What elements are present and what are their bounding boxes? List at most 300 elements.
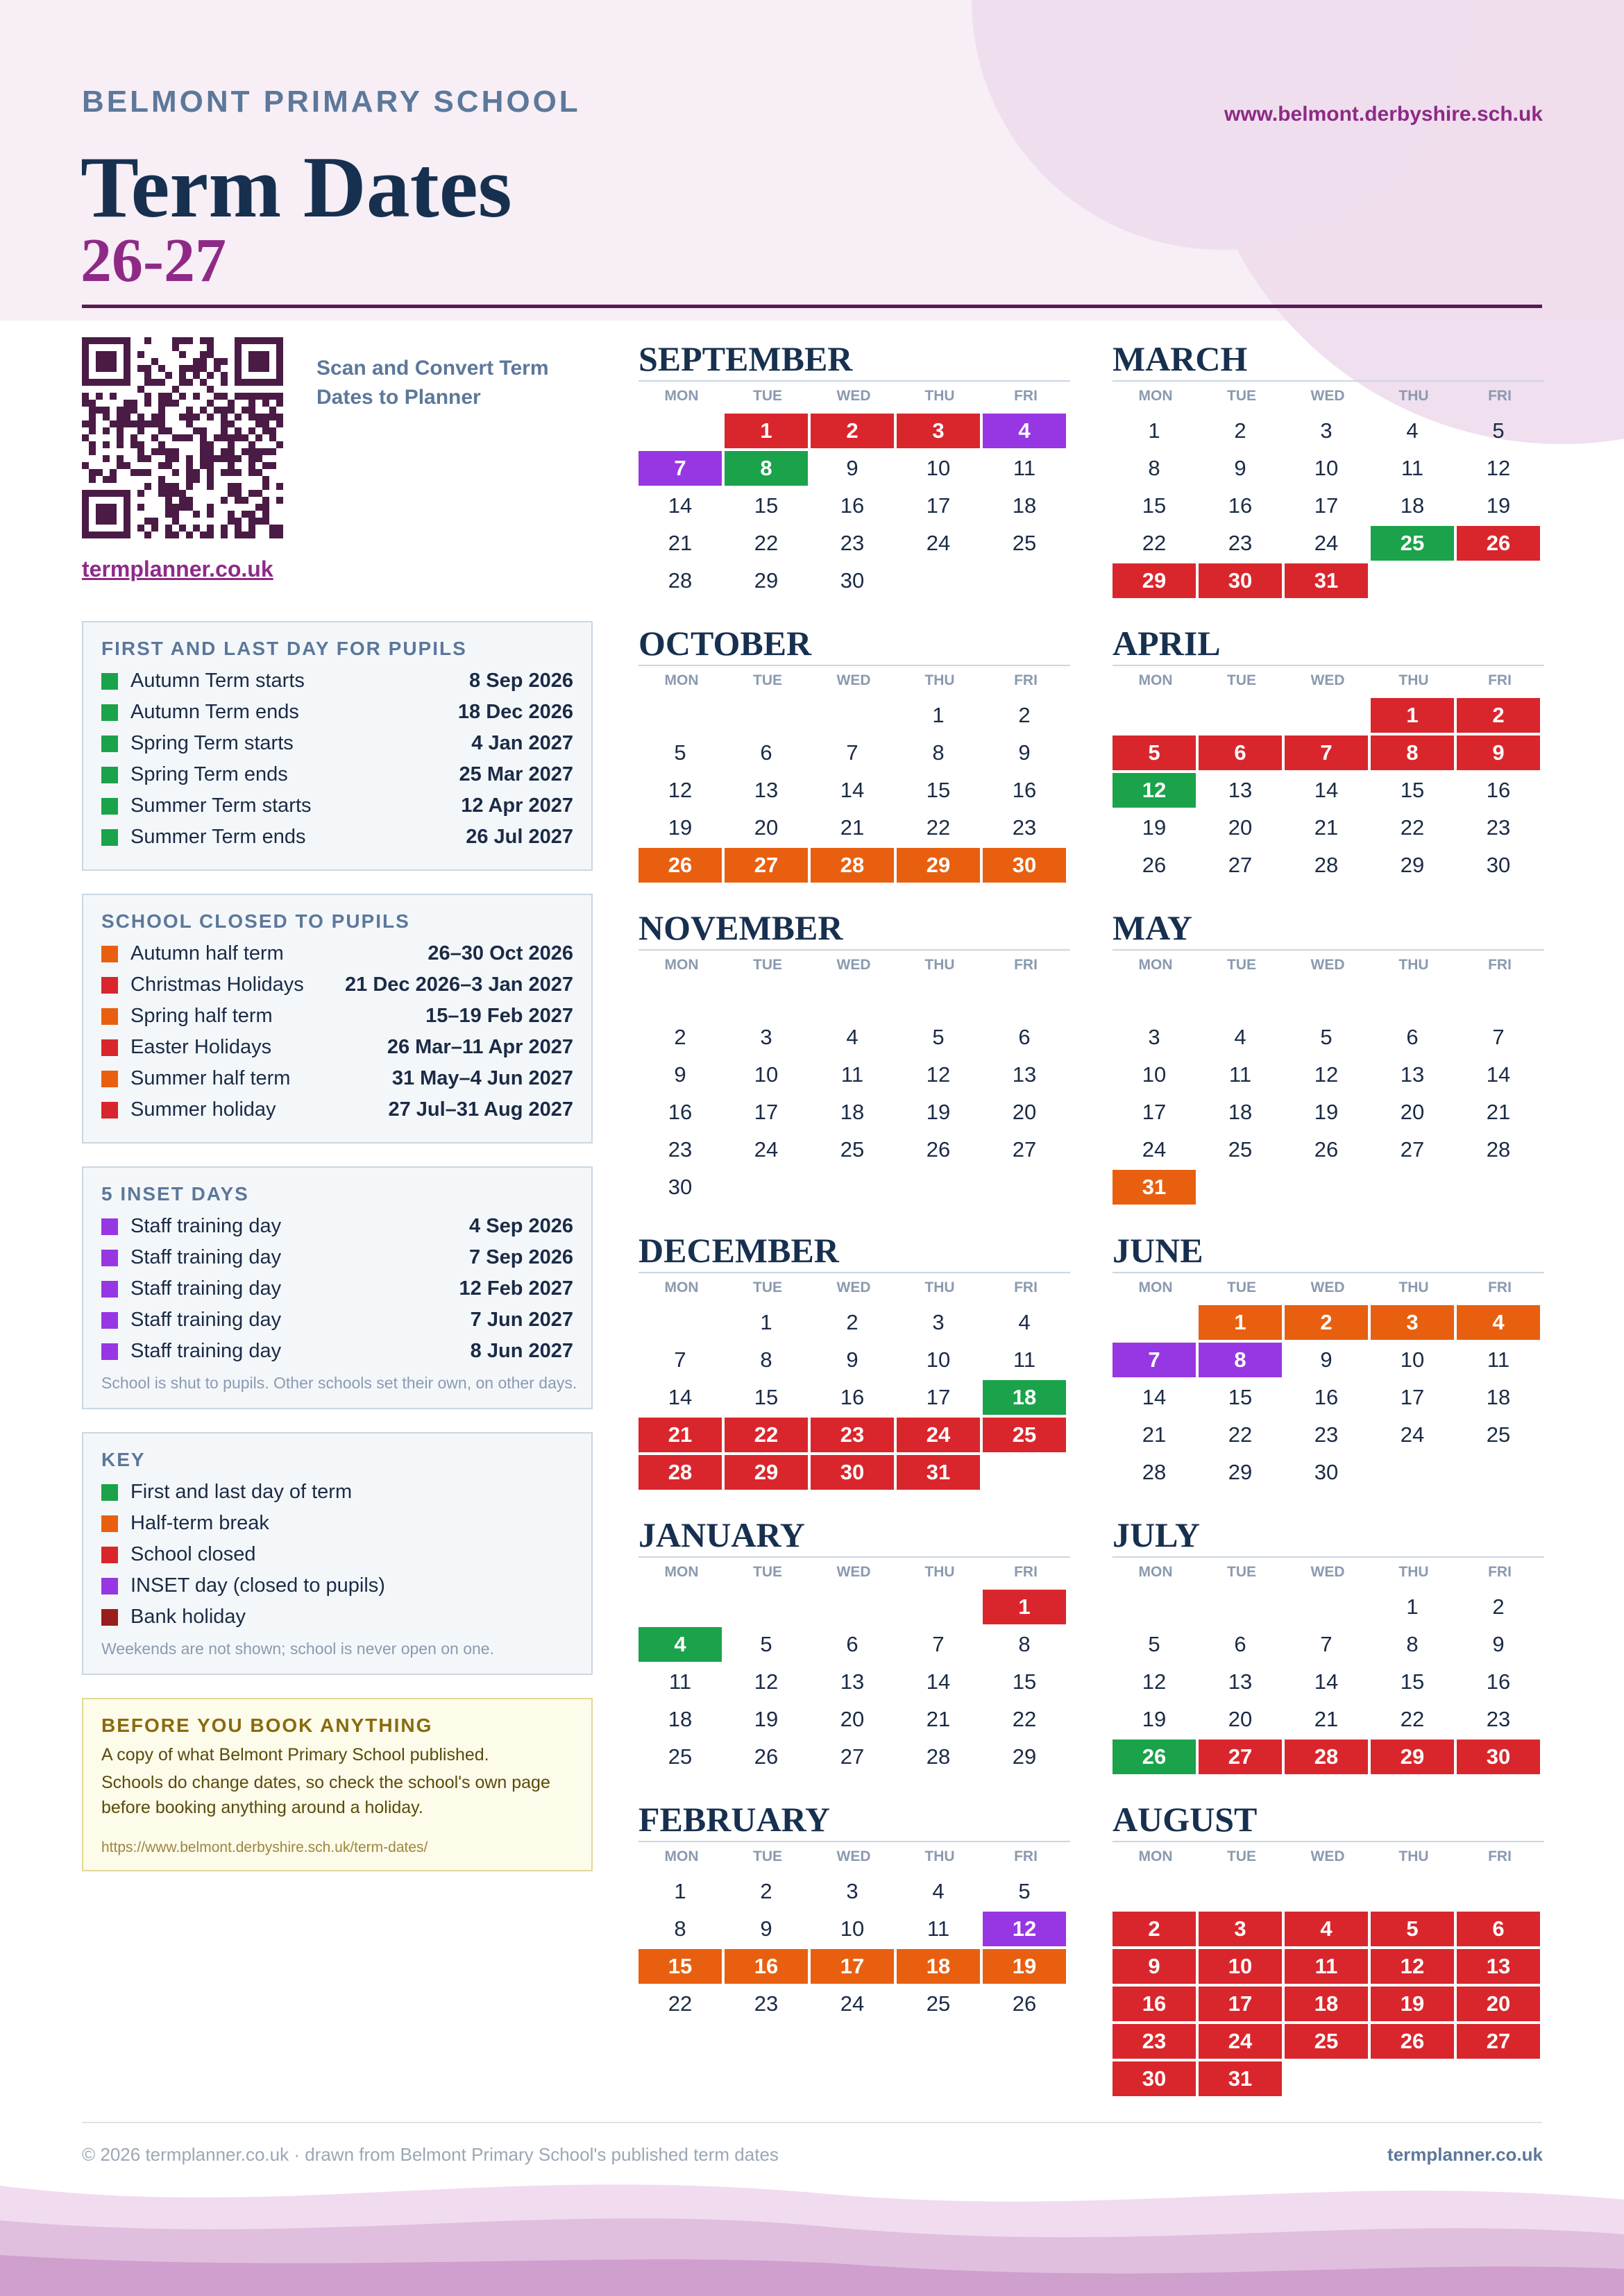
day-cell: 10 [1142,1062,1167,1087]
panel-row [101,790,573,822]
day-cell: 15 [1012,1669,1037,1694]
day-cell: 30 [1486,853,1511,877]
day-cell: 18 [1400,493,1425,518]
day-cell: 8 [1406,1632,1419,1656]
color-swatch [101,704,118,721]
day-cell: 21 [668,531,693,555]
color-swatch [101,1008,118,1025]
school-website-link[interactable]: www.belmont.derbyshire.sch.uk [1224,103,1543,126]
day-cell: 4 [1285,1912,1368,1946]
day-cell: 28 [638,1455,722,1490]
weekday-label: WED [1310,1564,1345,1580]
month-calendar-october [638,623,1070,883]
row-label: Staff training day [130,1309,282,1331]
month-calendar-november [638,908,1070,1205]
day-cell: 19 [1142,1707,1167,1731]
day-cell: 23 [840,531,865,555]
day-cell: 23 [1486,1707,1511,1731]
empty-day-cell [983,1170,1066,1205]
key-note: Weekends are not shown; school is never open on one. [101,1640,494,1658]
day-cell: 28 [1142,1460,1167,1484]
day-cell: 25 [1228,1137,1253,1162]
day-cell: 28 [1285,1740,1368,1774]
weekday-label: FRI [1488,672,1512,688]
day-cell: 23 [1486,815,1511,840]
day-cell: 26 [1142,853,1167,877]
day-cell: 22 [926,815,951,840]
day-cell: 3 [1199,1912,1282,1946]
weekday-label: WED [836,1564,871,1580]
color-swatch [101,767,118,783]
empty-day-cell [725,698,808,733]
day-cell: 29 [725,1455,808,1490]
day-cell: 23 [811,1418,894,1452]
day-cell: 23 [1314,1422,1339,1447]
day-cell: 15 [754,1385,779,1409]
weekday-label: THU [924,672,955,688]
day-cell: 15 [1142,493,1167,518]
month-title: MAY [1113,908,1544,951]
day-cell: 30 [811,1455,894,1490]
day-cell: 7 [1492,1025,1505,1049]
day-cell: 26 [926,1137,951,1162]
empty-day-cell [1457,983,1540,1017]
day-cell: 12 [1314,1062,1339,1087]
day-cell: 10 [1400,1347,1425,1372]
weekday-label: FRI [1014,957,1038,973]
day-cell: 31 [1113,1170,1196,1205]
empty-day-cell [1199,1874,1282,1909]
month-title: JUNE [1113,1230,1544,1273]
day-cell: 23 [1228,531,1253,555]
day-cell: 23 [1012,815,1037,840]
row-label: Staff training day [130,1246,282,1268]
day-cell: 29 [1371,1740,1454,1774]
day-cell: 2 [1113,1912,1196,1946]
term-dates-url[interactable]: https://www.belmont.derbyshire.sch.uk/term-dates/ [101,1839,428,1855]
day-cell: 3 [760,1025,772,1049]
weekday-label: MON [664,1279,699,1295]
day-cell: 1 [1371,698,1454,733]
panel-row [101,1508,573,1539]
day-cell: 8 [932,740,945,765]
weekday-label: WED [836,672,871,688]
day-cell: 2 [674,1025,686,1049]
day-cell: 10 [840,1916,865,1941]
day-cell: 11 [840,1062,864,1087]
day-cell: 23 [1113,2024,1196,2059]
day-cell: 11 [1487,1347,1510,1372]
weekday-label: THU [924,1279,955,1295]
month-calendar-june [1113,1230,1544,1490]
empty-day-cell [1371,563,1454,598]
day-cell: 21 [926,1707,951,1731]
day-cell: 13 [1228,1669,1253,1694]
day-cell: 27 [1012,1137,1037,1162]
day-cell: 4 [983,414,1066,448]
day-cell: 24 [897,1418,980,1452]
color-swatch [101,1484,118,1501]
day-cell: 30 [840,568,865,593]
day-cell: 26 [1113,1740,1196,1774]
day-cell: 11 [1285,1949,1368,1984]
panel-row [101,969,573,1001]
day-cell: 27 [840,1744,865,1769]
footer-divider [82,2122,1542,2123]
empty-day-cell [1457,1455,1540,1490]
day-cell: 21 [638,1418,722,1452]
day-cell: 26 [754,1744,779,1769]
day-cell: 20 [1228,815,1253,840]
empty-day-cell [1285,1590,1368,1624]
day-cell: 10 [754,1062,779,1087]
row-date: 12 Apr 2027 [461,794,573,817]
day-cell: 19 [1371,1987,1454,2021]
day-cell: 15 [926,778,951,802]
day-cell: 21 [1142,1422,1167,1447]
day-cell: 5 [1148,1632,1160,1656]
day-cell: 6 [1234,1632,1246,1656]
weekday-label: WED [836,957,871,973]
day-cell: 1 [932,703,945,727]
weekday-label: TUE [1227,957,1256,973]
empty-day-cell [638,983,722,1017]
day-cell: 29 [897,848,980,883]
inset-note: School is shut to pupils. Other schools set their own, on other days. [101,1374,577,1392]
day-cell: 6 [760,740,772,765]
day-cell: 11 [1013,456,1036,480]
day-cell: 14 [1486,1062,1511,1087]
weekday-label: MON [1138,1279,1173,1295]
color-swatch [101,1250,118,1266]
day-cell: 15 [638,1949,722,1984]
day-cell: 7 [1113,1343,1196,1377]
month-title: MARCH [1113,339,1544,382]
day-cell: 24 [1199,2024,1282,2059]
day-cell: 2 [1285,1305,1368,1340]
weekday-label: WED [1310,672,1345,688]
day-cell: 4 [638,1627,722,1662]
empty-day-cell [1285,1170,1368,1205]
day-cell: 22 [1142,531,1167,555]
row-date: 4 Jan 2027 [471,732,573,754]
day-cell: 3 [1148,1025,1160,1049]
day-cell: 14 [668,1385,693,1409]
day-cell: 13 [1228,778,1253,802]
color-swatch [101,1071,118,1087]
day-cell: 7 [1320,1632,1333,1656]
row-label: INSET day (closed to pupils) [130,1574,385,1597]
day-cell: 3 [897,414,980,448]
row-label: Bank holiday [130,1606,246,1628]
day-cell: 7 [932,1632,945,1656]
day-cell: 18 [840,1100,865,1124]
empty-day-cell [1457,1874,1540,1909]
empty-day-cell [638,1305,722,1340]
weekday-label: FRI [1488,388,1512,404]
row-date: 7 Jun 2027 [470,1309,573,1331]
month-calendar-july [1113,1515,1544,1774]
day-cell: 16 [1486,778,1511,802]
booking-notice-panel [82,1698,593,1871]
day-cell: 23 [668,1137,693,1162]
day-cell: 11 [1228,1062,1252,1087]
day-cell: 8 [1371,735,1454,770]
day-cell: 29 [1228,1460,1253,1484]
color-swatch [101,1312,118,1329]
color-swatch [101,798,118,815]
month-calendar-may [1113,908,1544,1205]
day-cell: 8 [1018,1632,1031,1656]
empty-day-cell [897,1590,980,1624]
empty-day-cell [1113,698,1196,733]
day-cell: 29 [1113,563,1196,598]
empty-day-cell [897,983,980,1017]
day-cell: 8 [760,1347,772,1372]
day-cell: 30 [1113,2061,1196,2096]
footer-brand-link[interactable]: termplanner.co.uk [1387,2144,1543,2165]
day-cell: 2 [1234,418,1246,443]
day-cell: 18 [1285,1987,1368,2021]
empty-day-cell [811,1170,894,1205]
row-date: 26 Jul 2027 [466,826,573,848]
empty-day-cell [1457,563,1540,598]
row-date: 12 Feb 2027 [459,1277,573,1300]
month-title: NOVEMBER [638,908,1070,951]
day-cell: 18 [1228,1100,1253,1124]
weekday-label: WED [1310,957,1345,973]
day-cell: 25 [840,1137,865,1162]
panel-row [101,1063,573,1094]
day-cell: 30 [1199,563,1282,598]
day-cell: 16 [1486,1669,1511,1694]
day-cell: 20 [754,815,779,840]
day-cell: 14 [840,778,865,802]
day-cell: 25 [668,1744,693,1769]
day-cell: 6 [1199,735,1282,770]
weekday-label: THU [924,1564,955,1580]
weekday-label: FRI [1014,1848,1038,1864]
empty-day-cell [1371,1874,1454,1909]
empty-day-cell [1371,1455,1454,1490]
month-calendar-january [638,1515,1070,1774]
row-label: Spring Term starts [130,732,294,754]
day-cell: 18 [983,1380,1066,1415]
empty-day-cell [1285,1874,1368,1909]
color-swatch [101,1343,118,1360]
weekday-label: FRI [1014,672,1038,688]
inset-days-panel [82,1166,593,1409]
day-cell: 24 [1142,1137,1167,1162]
day-cell: 1 [1148,418,1160,443]
day-cell: 15 [1400,778,1425,802]
weekday-label: THU [924,957,955,973]
day-cell: 24 [926,531,951,555]
day-cell: 12 [754,1669,779,1694]
day-cell: 25 [983,1418,1066,1452]
day-cell: 31 [1285,563,1368,598]
weekday-label: THU [924,388,955,404]
month-title: DECEMBER [638,1230,1070,1273]
day-cell: 17 [754,1100,779,1124]
row-label: Autumn Term starts [130,670,305,692]
weekday-label: TUE [753,1848,782,1864]
month-title: JULY [1113,1515,1544,1558]
day-cell: 17 [1314,493,1339,518]
day-cell: 9 [846,1347,858,1372]
empty-day-cell [1285,983,1368,1017]
row-date: 7 Sep 2026 [469,1246,573,1268]
day-cell: 19 [754,1707,779,1731]
panel-heading: KEY [101,1449,146,1470]
weekday-label: TUE [753,1279,782,1295]
month-calendar-september [638,339,1070,598]
day-cell: 9 [1113,1949,1196,1984]
day-cell: 1 [1406,1595,1419,1619]
day-cell: 22 [1400,815,1425,840]
row-date: 31 May–4 Jun 2027 [391,1067,573,1089]
weekday-label: FRI [1488,957,1512,973]
empty-day-cell [897,563,980,598]
weekday-label: WED [836,1279,871,1295]
panel-heading: SCHOOL CLOSED TO PUPILS [101,910,410,932]
day-cell: 4 [1406,418,1419,443]
day-cell: 21 [840,815,865,840]
day-cell: 13 [754,778,779,802]
day-cell: 15 [1400,1669,1425,1694]
row-label: First and last day of term [130,1481,353,1503]
day-cell: 21 [1486,1100,1511,1124]
qr-caption: Scan and Convert Term Dates to Planner [316,357,549,409]
day-cell: 25 [1486,1422,1511,1447]
row-date: 25 Mar 2027 [459,763,573,785]
day-cell: 19 [926,1100,951,1124]
empty-day-cell [1457,2061,1540,2096]
day-cell: 17 [926,493,951,518]
weekday-label: FRI [1014,388,1038,404]
row-date: 27 Jul–31 Aug 2027 [388,1098,573,1121]
day-cell: 22 [1228,1422,1253,1447]
color-swatch [101,829,118,846]
color-swatch [101,977,118,994]
weekday-label: TUE [1227,1279,1256,1295]
weekday-label: FRI [1488,1279,1512,1295]
day-cell: 16 [725,1949,808,1984]
day-cell: 27 [1199,1740,1282,1774]
color-swatch [101,1547,118,1563]
row-label: Half-term break [130,1512,269,1534]
day-cell: 30 [668,1175,693,1199]
day-cell: 11 [927,1916,950,1941]
empty-day-cell [1199,983,1282,1017]
weekday-label: WED [1310,1848,1345,1864]
day-cell: 27 [1457,2024,1540,2059]
panel-heading: FIRST AND LAST DAY FOR PUPILS [101,638,467,659]
panel-row [101,1001,573,1032]
day-cell: 25 [926,1991,951,2016]
color-swatch [101,673,118,690]
day-cell: 5 [1320,1025,1333,1049]
weekday-label: TUE [1227,388,1256,404]
termplanner-link[interactable]: termplanner.co.uk [82,556,273,581]
month-calendar-february [638,1799,1070,2021]
empty-day-cell [1199,1590,1282,1624]
weekday-label: THU [924,1848,955,1864]
day-cell: 4 [932,1879,945,1903]
month-calendar-april [1113,623,1544,883]
month-title: SEPTEMBER [638,339,1070,382]
row-label: Staff training day [130,1340,282,1362]
empty-day-cell [811,983,894,1017]
day-cell: 10 [1314,456,1339,480]
day-cell: 6 [1406,1025,1419,1049]
day-cell: 19 [668,815,693,840]
day-cell: 5 [932,1025,945,1049]
month-calendar-march [1113,339,1544,598]
panel-heading: BEFORE YOU BOOK ANYTHING [101,1715,433,1736]
row-date: 8 Jun 2027 [470,1340,573,1362]
panel-heading: 5 INSET DAYS [101,1183,249,1205]
month-title: OCTOBER [638,623,1070,666]
day-cell: 12 [926,1062,951,1087]
day-cell: 26 [1012,1991,1037,2016]
day-cell: 24 [1400,1422,1425,1447]
day-cell: 10 [926,456,951,480]
day-cell: 4 [1234,1025,1246,1049]
day-cell: 15 [754,493,779,518]
day-cell: 26 [1371,2024,1454,2059]
qr-code-icon[interactable] [82,337,283,538]
row-label: School closed [130,1543,256,1565]
day-cell: 12 [1371,1949,1454,1984]
color-swatch [101,1281,118,1298]
panel-row [101,665,573,697]
day-cell: 12 [668,778,693,802]
day-cell: 14 [1314,778,1339,802]
day-cell: 9 [1320,1347,1333,1372]
weekday-label: WED [836,388,871,404]
row-label: Autumn Term ends [130,701,299,723]
day-cell: 16 [1012,778,1037,802]
empty-day-cell [1199,698,1282,733]
weekday-label: TUE [753,388,782,404]
color-swatch [101,735,118,752]
weekday-label: WED [836,1848,871,1864]
day-cell: 14 [1314,1669,1339,1694]
month-title: APRIL [1113,623,1544,666]
day-cell: 1 [725,414,808,448]
day-cell: 27 [1400,1137,1425,1162]
panel-row [101,1242,573,1273]
month-title: JANUARY [638,1515,1070,1558]
day-cell: 5 [674,740,686,765]
row-label: Spring half term [130,1005,273,1027]
day-cell: 7 [846,740,858,765]
first-last-day-panel [82,621,593,871]
row-date: 26 Mar–11 Apr 2027 [387,1036,573,1058]
color-swatch [101,1515,118,1532]
day-cell: 18 [1012,493,1037,518]
panel-row [101,1570,573,1601]
day-cell: 17 [1400,1385,1425,1409]
weekday-label: THU [1398,1279,1429,1295]
day-cell: 9 [760,1916,772,1941]
day-cell: 16 [1228,493,1253,518]
row-label: Summer Term ends [130,826,306,848]
day-cell: 24 [840,1991,865,2016]
empty-day-cell [1113,1874,1196,1909]
panel-row [101,1336,573,1367]
